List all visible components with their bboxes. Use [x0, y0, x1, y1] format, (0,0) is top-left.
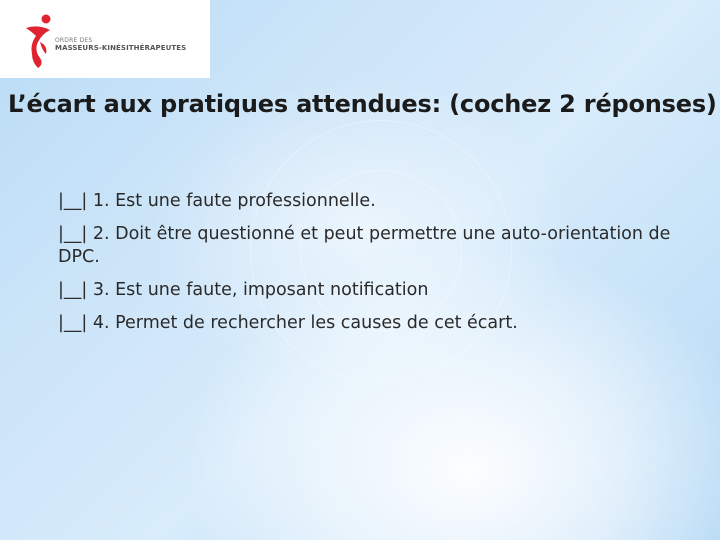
- slide-title: L’écart aux pratiques attendues: (cochez 2 réponses): [8, 90, 717, 118]
- answer-option-2[interactable]: |__| 2. Doit être questionné et peut permettre une auto-orientation de DPC.: [58, 224, 671, 267]
- answer-option-1[interactable]: |__| 1. Est une faute professionnelle.: [58, 191, 376, 211]
- answer-option-4[interactable]: |__| 4. Permet de rechercher les causes de cet écart.: [58, 313, 518, 333]
- logo-text-line1: ORDRE DES: [55, 37, 93, 44]
- answer-options: [58, 190, 678, 345]
- kinesitherapist-figure-icon: [20, 12, 60, 70]
- logo: [0, 0, 210, 78]
- answer-option-3[interactable]: |__| 3. Est une faute, imposant notification: [58, 280, 429, 300]
- logo-text-line2: MASSEURS-KINÉSITHÉRAPEUTES: [55, 44, 187, 52]
